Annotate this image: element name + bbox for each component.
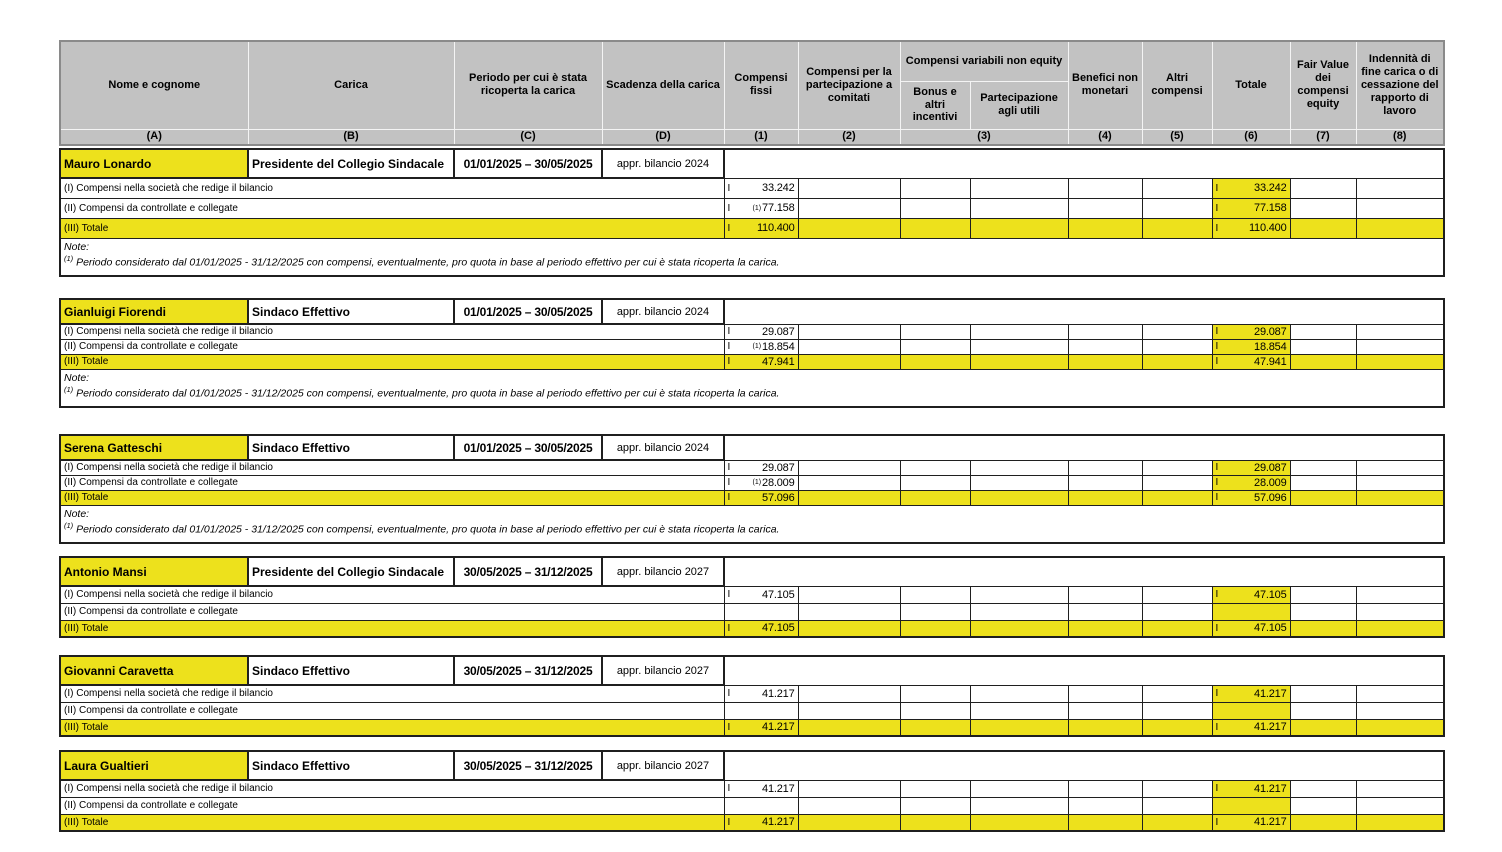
empty-cell bbox=[1290, 603, 1356, 620]
empty-cell bbox=[1356, 719, 1444, 736]
col-header-altri-compensi: Altri compensi bbox=[1142, 41, 1212, 129]
row-iii-label: (III) Totale bbox=[60, 719, 724, 736]
empty-cell bbox=[1142, 685, 1212, 702]
note-reference: (1) bbox=[752, 479, 762, 486]
empty-cell bbox=[900, 685, 970, 702]
empty-cell bbox=[970, 490, 1068, 505]
currency-marker: I bbox=[1215, 356, 1219, 367]
empty-cell bbox=[970, 685, 1068, 702]
currency-marker: I bbox=[727, 492, 731, 503]
totale-value-ii: I 77.158 bbox=[1212, 198, 1290, 218]
col-header-comitati: Compensi per la partecipazione a comitati bbox=[798, 41, 900, 129]
member-scadenza: appr. bilancio 2027 bbox=[602, 751, 724, 780]
empty-cell bbox=[900, 198, 970, 218]
note-reference: (1) bbox=[752, 343, 762, 350]
empty-cell bbox=[1290, 198, 1356, 218]
totale-value-i: I 29.087 bbox=[1212, 324, 1290, 339]
member-block-serena-gatteschi bbox=[59, 434, 1445, 544]
empty-cell bbox=[1142, 339, 1212, 354]
empty-cell bbox=[1142, 354, 1212, 369]
currency-marker: I bbox=[727, 622, 731, 634]
member-scadenza: appr. bilancio 2024 bbox=[602, 435, 724, 460]
empty-cell bbox=[970, 324, 1068, 339]
empty-cell bbox=[900, 780, 970, 797]
empty-cell bbox=[1068, 460, 1142, 475]
empty-cell bbox=[970, 797, 1068, 814]
totale-value-iii: I 41.217 bbox=[1212, 814, 1290, 831]
totale-value-ii bbox=[1212, 603, 1290, 620]
fissi-value-iii: I 57.096 bbox=[724, 490, 798, 505]
column-letter-7: (7) bbox=[1290, 129, 1356, 145]
currency-marker: I bbox=[727, 202, 731, 214]
fissi-value-iii: I 41.217 bbox=[724, 719, 798, 736]
fissi-value-ii: I (1) 77.158 bbox=[724, 198, 798, 218]
fissi-value-ii: I (1) 28.009 bbox=[724, 475, 798, 490]
empty-cell bbox=[1068, 797, 1142, 814]
member-carica: Sindaco Effettivo bbox=[248, 751, 454, 780]
row-i-label: (I) Compensi nella società che redige il bilancio bbox=[60, 324, 724, 339]
fissi-value-iii: I 41.217 bbox=[724, 814, 798, 831]
empty-cell bbox=[1142, 198, 1212, 218]
currency-marker: I bbox=[727, 688, 731, 699]
empty-cell bbox=[798, 324, 900, 339]
column-letter-5: (5) bbox=[1142, 129, 1212, 145]
member-name: Mauro Lonardo bbox=[60, 149, 248, 178]
currency-marker: I bbox=[1215, 721, 1219, 733]
member-name: Serena Gatteschi bbox=[60, 435, 248, 460]
row-iii-label: (III) Totale bbox=[60, 490, 724, 505]
column-letter-b: (B) bbox=[248, 129, 454, 145]
empty-cell bbox=[1142, 719, 1212, 736]
row-ii-label: (II) Compensi da controllate e collegate bbox=[60, 603, 724, 620]
empty-cell bbox=[970, 198, 1068, 218]
empty-cell bbox=[970, 620, 1068, 637]
currency-marker: I bbox=[1215, 688, 1219, 699]
empty-cell bbox=[798, 719, 900, 736]
currency-marker: I bbox=[1215, 492, 1219, 503]
entity-empty-cell bbox=[724, 751, 1444, 780]
column-letter-a: (A) bbox=[60, 129, 248, 145]
empty-cell bbox=[1290, 324, 1356, 339]
empty-cell bbox=[1290, 719, 1356, 736]
empty-cell bbox=[1068, 178, 1142, 198]
empty-cell bbox=[1068, 586, 1142, 603]
empty-cell bbox=[1142, 797, 1212, 814]
empty-cell bbox=[900, 354, 970, 369]
empty-cell bbox=[970, 354, 1068, 369]
note-reference: (1) bbox=[752, 204, 762, 212]
empty-cell bbox=[1356, 475, 1444, 490]
entity-empty-cell bbox=[724, 435, 1444, 460]
currency-marker: I bbox=[1215, 222, 1219, 234]
currency-marker: I bbox=[727, 326, 731, 337]
col-header-nome: Nome e cognome bbox=[60, 41, 248, 129]
empty-cell bbox=[1068, 702, 1142, 719]
entity-empty-cell bbox=[724, 299, 1444, 324]
currency-marker: I bbox=[727, 589, 731, 600]
empty-cell bbox=[1290, 685, 1356, 702]
empty-cell bbox=[798, 603, 900, 620]
col-header-fair-value: Fair Value dei compensi equity bbox=[1290, 41, 1356, 129]
empty-cell bbox=[1290, 178, 1356, 198]
empty-cell bbox=[970, 460, 1068, 475]
empty-cell bbox=[1356, 339, 1444, 354]
note-title: Note: bbox=[60, 238, 1444, 254]
empty-cell bbox=[1068, 814, 1142, 831]
member-carica: Presidente del Collegio Sindacale bbox=[248, 557, 454, 586]
col-header-totale: Totale bbox=[1212, 41, 1290, 129]
empty-cell bbox=[900, 814, 970, 831]
fissi-value-iii: I 47.941 bbox=[724, 354, 798, 369]
totale-value-iii: I 47.941 bbox=[1212, 354, 1290, 369]
empty-cell bbox=[1356, 780, 1444, 797]
column-letter-8: (8) bbox=[1356, 129, 1444, 145]
fissi-value-iii: I 47.105 bbox=[724, 620, 798, 637]
empty-cell bbox=[1142, 780, 1212, 797]
fissi-value-i: I 33.242 bbox=[724, 178, 798, 198]
empty-cell bbox=[900, 620, 970, 637]
currency-marker: I bbox=[727, 783, 731, 794]
empty-cell bbox=[900, 702, 970, 719]
totale-value-ii bbox=[1212, 797, 1290, 814]
empty-cell bbox=[1142, 460, 1212, 475]
empty-cell bbox=[1068, 354, 1142, 369]
empty-cell bbox=[798, 339, 900, 354]
empty-cell bbox=[1356, 814, 1444, 831]
currency-marker: I bbox=[1215, 182, 1219, 194]
empty-cell bbox=[900, 586, 970, 603]
empty-cell bbox=[970, 339, 1068, 354]
note-title: Note: bbox=[60, 369, 1444, 385]
row-iii-label: (III) Totale bbox=[60, 354, 724, 369]
empty-cell bbox=[1356, 460, 1444, 475]
empty-cell bbox=[1356, 603, 1444, 620]
currency-marker: I bbox=[727, 182, 731, 194]
totale-value-i: I 41.217 bbox=[1212, 685, 1290, 702]
col-header-variabili-group: Compensi variabili non equity bbox=[900, 41, 1068, 81]
totale-value-iii: I 41.217 bbox=[1212, 719, 1290, 736]
member-scadenza: appr. bilancio 2024 bbox=[602, 149, 724, 178]
totale-value-i: I 41.217 bbox=[1212, 780, 1290, 797]
fissi-value-i: I 41.217 bbox=[724, 685, 798, 702]
member-scadenza: appr. bilancio 2027 bbox=[602, 656, 724, 685]
empty-cell bbox=[1142, 178, 1212, 198]
row-ii-label: (II) Compensi da controllate e collegate bbox=[60, 339, 724, 354]
member-block-giovanni-caravetta bbox=[59, 655, 1445, 737]
currency-marker: I bbox=[727, 462, 731, 473]
empty-cell bbox=[1142, 324, 1212, 339]
empty-cell bbox=[900, 324, 970, 339]
member-name: Gianluigi Fiorendi bbox=[60, 299, 248, 324]
empty-cell bbox=[798, 702, 900, 719]
fissi-value-i: I 41.217 bbox=[724, 780, 798, 797]
row-i-label: (I) Compensi nella società che redige il bilancio bbox=[60, 460, 724, 475]
empty-cell bbox=[798, 586, 900, 603]
empty-cell bbox=[900, 475, 970, 490]
member-scadenza: appr. bilancio 2024 bbox=[602, 299, 724, 324]
totale-value-i: I 33.242 bbox=[1212, 178, 1290, 198]
empty-cell bbox=[1068, 490, 1142, 505]
currency-marker: I bbox=[727, 222, 731, 234]
fissi-value-ii bbox=[724, 603, 798, 620]
empty-cell bbox=[1356, 620, 1444, 637]
note-reference: (1) bbox=[64, 254, 74, 263]
empty-cell bbox=[970, 178, 1068, 198]
empty-cell bbox=[798, 198, 900, 218]
member-block-mauro-lonardo bbox=[59, 148, 1445, 277]
empty-cell bbox=[798, 814, 900, 831]
empty-cell bbox=[1290, 620, 1356, 637]
note-text: $^{(1)}$ Periodo considerato dal 01/01/2025 - 31/12/2025 con compensi, eventualmente, pro quota in base al periodo effettivo per cui è stata ricoperta la carica. bbox=[60, 385, 1444, 407]
member-periodo: 01/01/2025 – 30/05/2025 bbox=[454, 299, 602, 324]
empty-cell bbox=[1068, 475, 1142, 490]
empty-cell bbox=[1068, 324, 1142, 339]
col-header-scadenza: Scadenza della carica bbox=[602, 41, 724, 129]
column-letter-2: (2) bbox=[798, 129, 900, 145]
empty-cell bbox=[1068, 198, 1142, 218]
empty-cell bbox=[1356, 354, 1444, 369]
empty-cell bbox=[798, 797, 900, 814]
empty-cell bbox=[900, 719, 970, 736]
empty-cell bbox=[798, 685, 900, 702]
row-iii-label: (III) Totale bbox=[60, 814, 724, 831]
totale-value-i: I 47.105 bbox=[1212, 586, 1290, 603]
empty-cell bbox=[1356, 685, 1444, 702]
empty-cell bbox=[970, 218, 1068, 238]
table-header bbox=[59, 40, 1445, 146]
row-i-label: (I) Compensi nella società che redige il bilancio bbox=[60, 586, 724, 603]
col-header-bonus-incentivi: Bonus e altri incentivi bbox=[900, 81, 970, 129]
empty-cell bbox=[798, 620, 900, 637]
empty-cell bbox=[798, 490, 900, 505]
empty-cell bbox=[1068, 218, 1142, 238]
note-text: $^{(1)}$ Periodo considerato dal 01/01/2025 - 31/12/2025 con compensi, eventualmente, pro quota in base al periodo effettivo per cui è stata ricoperta la carica. bbox=[60, 521, 1444, 543]
empty-cell bbox=[798, 354, 900, 369]
row-i-label: (I) Compensi nella società che redige il bilancio bbox=[60, 178, 724, 198]
totale-value-ii: I 28.009 bbox=[1212, 475, 1290, 490]
empty-cell bbox=[970, 475, 1068, 490]
member-scadenza: appr. bilancio 2027 bbox=[602, 557, 724, 586]
row-ii-label: (II) Compensi da controllate e collegate bbox=[60, 475, 724, 490]
fissi-value-i: I 47.105 bbox=[724, 586, 798, 603]
col-header-partecipazione-utili: Partecipazione agli utili bbox=[970, 81, 1068, 129]
empty-cell bbox=[1142, 620, 1212, 637]
member-name: Antonio Mansi bbox=[60, 557, 248, 586]
empty-cell bbox=[970, 603, 1068, 620]
empty-cell bbox=[1142, 603, 1212, 620]
currency-marker: I bbox=[727, 816, 731, 828]
empty-cell bbox=[970, 780, 1068, 797]
totale-value-iii: I 47.105 bbox=[1212, 620, 1290, 637]
empty-cell bbox=[900, 490, 970, 505]
empty-cell bbox=[1356, 178, 1444, 198]
empty-cell bbox=[1356, 797, 1444, 814]
empty-cell bbox=[798, 178, 900, 198]
empty-cell bbox=[1068, 339, 1142, 354]
column-letter-c: (C) bbox=[454, 129, 602, 145]
empty-cell bbox=[1356, 490, 1444, 505]
row-i-label: (I) Compensi nella società che redige il bilancio bbox=[60, 685, 724, 702]
fissi-value-ii bbox=[724, 797, 798, 814]
empty-cell bbox=[1290, 354, 1356, 369]
empty-cell bbox=[1142, 218, 1212, 238]
row-i-label: (I) Compensi nella società che redige il bilancio bbox=[60, 780, 724, 797]
member-block-antonio-mansi bbox=[59, 556, 1445, 638]
note-title: Note: bbox=[60, 505, 1444, 521]
empty-cell bbox=[900, 339, 970, 354]
empty-cell bbox=[1290, 460, 1356, 475]
empty-cell bbox=[900, 218, 970, 238]
member-carica: Sindaco Effettivo bbox=[248, 435, 454, 460]
empty-cell bbox=[1068, 603, 1142, 620]
member-carica: Sindaco Effettivo bbox=[248, 656, 454, 685]
empty-cell bbox=[1142, 490, 1212, 505]
empty-cell bbox=[970, 719, 1068, 736]
row-iii-label: (III) Totale bbox=[60, 218, 724, 238]
member-name: Laura Gualtieri bbox=[60, 751, 248, 780]
note-reference: (1) bbox=[64, 521, 74, 530]
member-carica: Presidente del Collegio Sindacale bbox=[248, 149, 454, 178]
empty-cell bbox=[1068, 620, 1142, 637]
empty-cell bbox=[1356, 218, 1444, 238]
currency-marker: I bbox=[1215, 783, 1219, 794]
empty-cell bbox=[900, 797, 970, 814]
compensation-table-sheet bbox=[59, 40, 1443, 832]
row-iii-label: (III) Totale bbox=[60, 620, 724, 637]
entity-empty-cell bbox=[724, 656, 1444, 685]
empty-cell bbox=[1142, 475, 1212, 490]
entity-empty-cell bbox=[724, 557, 1444, 586]
empty-cell bbox=[970, 702, 1068, 719]
currency-marker: I bbox=[727, 721, 731, 733]
empty-cell bbox=[1356, 198, 1444, 218]
empty-cell bbox=[1068, 685, 1142, 702]
empty-cell bbox=[1290, 218, 1356, 238]
currency-marker: I bbox=[1215, 202, 1219, 214]
totale-value-iii: I 110.400 bbox=[1212, 218, 1290, 238]
empty-cell bbox=[798, 780, 900, 797]
currency-marker: I bbox=[1215, 477, 1219, 488]
empty-cell bbox=[1290, 490, 1356, 505]
empty-cell bbox=[1356, 586, 1444, 603]
member-periodo: 30/05/2025 – 31/12/2025 bbox=[454, 656, 602, 685]
empty-cell bbox=[1290, 586, 1356, 603]
row-ii-label: (II) Compensi da controllate e collegate bbox=[60, 702, 724, 719]
empty-cell bbox=[798, 460, 900, 475]
column-letter-3: (3) bbox=[900, 129, 1068, 145]
currency-marker: I bbox=[1215, 462, 1219, 473]
col-header-compensi-fissi: Compensi fissi bbox=[724, 41, 798, 129]
totale-value-i: I 29.087 bbox=[1212, 460, 1290, 475]
note-reference: (1) bbox=[64, 385, 74, 394]
currency-marker: I bbox=[1215, 326, 1219, 337]
currency-marker: I bbox=[1215, 341, 1219, 352]
column-letter-4: (4) bbox=[1068, 129, 1142, 145]
fissi-value-ii: I (1) 18.854 bbox=[724, 339, 798, 354]
empty-cell bbox=[900, 178, 970, 198]
currency-marker: I bbox=[727, 356, 731, 367]
member-periodo: 30/05/2025 – 31/12/2025 bbox=[454, 751, 602, 780]
row-ii-label: (II) Compensi da controllate e collegate bbox=[60, 797, 724, 814]
column-letter-d: (D) bbox=[602, 129, 724, 145]
empty-cell bbox=[1356, 324, 1444, 339]
row-ii-label: (II) Compensi da controllate e collegate bbox=[60, 198, 724, 218]
member-carica: Sindaco Effettivo bbox=[248, 299, 454, 324]
empty-cell bbox=[970, 586, 1068, 603]
fissi-value-ii bbox=[724, 702, 798, 719]
fissi-value-i: I 29.087 bbox=[724, 460, 798, 475]
empty-cell bbox=[1068, 780, 1142, 797]
empty-cell bbox=[900, 603, 970, 620]
totale-value-ii: I 18.854 bbox=[1212, 339, 1290, 354]
col-header-carica: Carica bbox=[248, 41, 454, 129]
currency-marker: I bbox=[1215, 622, 1219, 634]
empty-cell bbox=[1290, 780, 1356, 797]
empty-cell bbox=[900, 460, 970, 475]
col-header-indennita: Indennità di fine carica o di cessazione del rapporto di lavoro bbox=[1356, 41, 1444, 129]
currency-marker: I bbox=[727, 477, 731, 488]
empty-cell bbox=[1290, 814, 1356, 831]
member-block-laura-gualtieri bbox=[59, 750, 1445, 832]
empty-cell bbox=[1142, 702, 1212, 719]
empty-cell bbox=[1290, 475, 1356, 490]
member-periodo: 30/05/2025 – 31/12/2025 bbox=[454, 557, 602, 586]
entity-empty-cell bbox=[724, 149, 1444, 178]
currency-marker: I bbox=[1215, 589, 1219, 600]
empty-cell bbox=[798, 475, 900, 490]
note-text: $^{(1)}$ Periodo considerato dal 01/01/2025 - 31/12/2025 con compensi, eventualmente, pro quota in base al periodo effettivo per cui è stata ricoperta la carica. bbox=[60, 254, 1444, 276]
empty-cell bbox=[1068, 719, 1142, 736]
empty-cell bbox=[1356, 702, 1444, 719]
fissi-value-i: I 29.087 bbox=[724, 324, 798, 339]
empty-cell bbox=[1142, 586, 1212, 603]
column-letter-6: (6) bbox=[1212, 129, 1290, 145]
totale-value-ii bbox=[1212, 702, 1290, 719]
col-header-benefici: Benefici non monetari bbox=[1068, 41, 1142, 129]
fissi-value-iii: I 110.400 bbox=[724, 218, 798, 238]
empty-cell bbox=[798, 218, 900, 238]
column-letter-1: (1) bbox=[724, 129, 798, 145]
empty-cell bbox=[970, 814, 1068, 831]
empty-cell bbox=[1290, 339, 1356, 354]
currency-marker: I bbox=[727, 341, 731, 352]
col-header-periodo: Periodo per cui è stata ricoperta la carica bbox=[454, 41, 602, 129]
member-periodo: 01/01/2025 – 30/05/2025 bbox=[454, 435, 602, 460]
member-name: Giovanni Caravetta bbox=[60, 656, 248, 685]
member-block-gianluigi-fiorendi bbox=[59, 298, 1445, 408]
member-periodo: 01/01/2025 – 30/05/2025 bbox=[454, 149, 602, 178]
currency-marker: I bbox=[1215, 816, 1219, 828]
empty-cell bbox=[1290, 797, 1356, 814]
empty-cell bbox=[1142, 814, 1212, 831]
totale-value-iii: I 57.096 bbox=[1212, 490, 1290, 505]
empty-cell bbox=[1290, 702, 1356, 719]
